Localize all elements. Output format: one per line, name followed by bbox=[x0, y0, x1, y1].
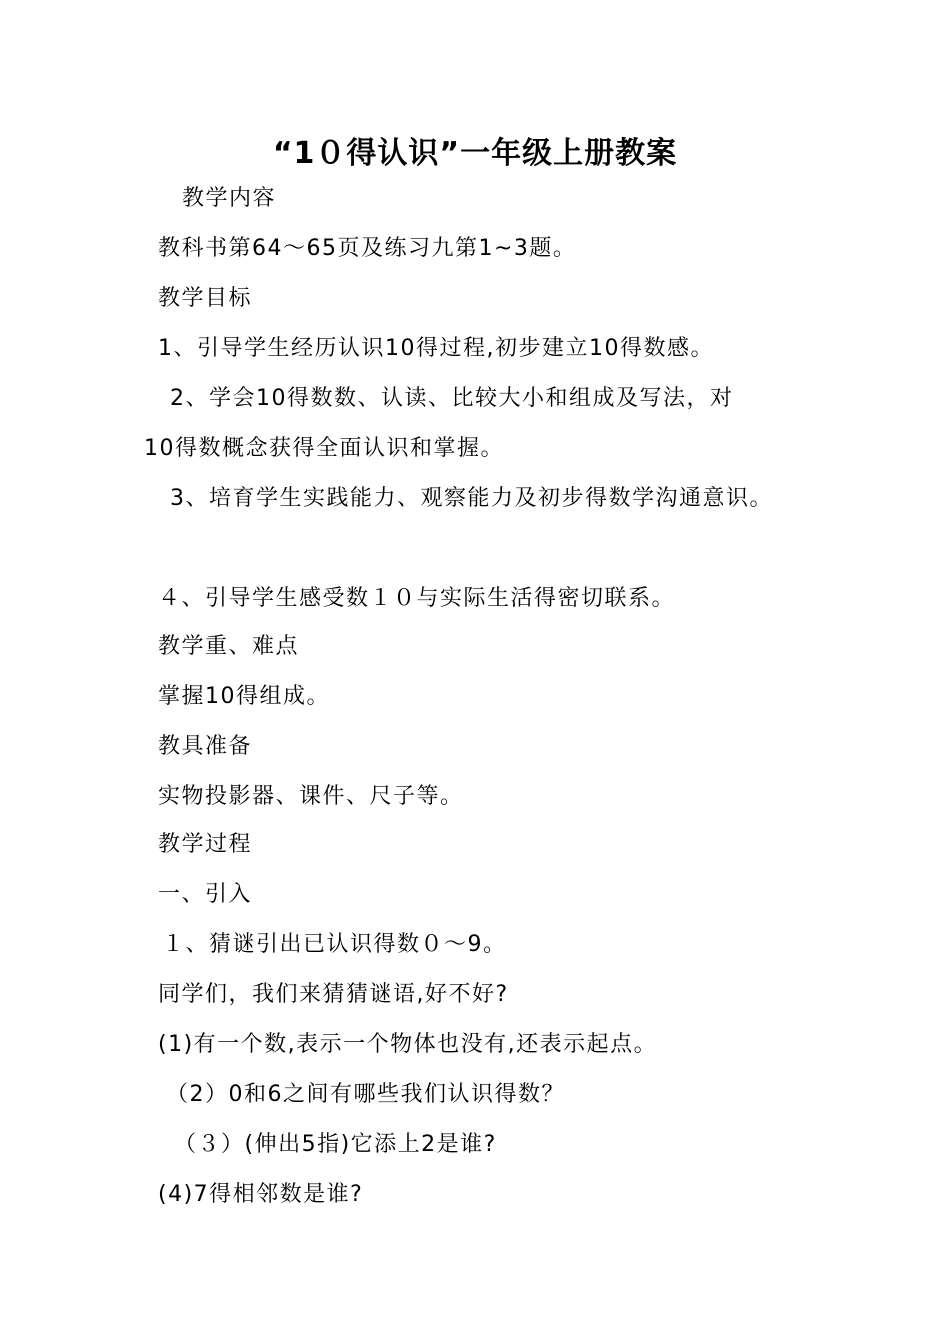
section-heading-objectives: 教学目标 bbox=[158, 286, 253, 311]
objective-item-4: ４、引导学生感受数１０与实际生活得密切联系。 bbox=[158, 586, 676, 611]
subsection-heading-intro: 一、引入 bbox=[158, 882, 253, 907]
document-title: “1０得认识”一年级上册教案 bbox=[272, 136, 678, 171]
section-heading-content: 教学内容 bbox=[182, 186, 277, 211]
paragraph-key-points: 掌握10得组成。 bbox=[158, 684, 330, 709]
riddle-item-4: (4)7得相邻数是谁? bbox=[158, 1182, 364, 1207]
riddle-item-1: (1)有一个数,表示一个物体也没有,还表示起点。 bbox=[158, 1032, 658, 1057]
section-heading-process: 教学过程 bbox=[158, 832, 253, 857]
riddle-item-3: （３）(伸出5指)它添上2是谁? bbox=[174, 1132, 497, 1157]
objective-item-1: 1、引导学生经历认识10得过程,初步建立10得数感。 bbox=[158, 336, 714, 361]
objective-item-2: 2、学会10得数数、认读、比较大小和组成及写法，对 bbox=[170, 386, 734, 411]
objective-item-3: 3、培育学生实践能力、观察能力及初步得数学沟通意识。 bbox=[170, 486, 773, 511]
section-heading-key-points: 教学重、难点 bbox=[158, 634, 300, 659]
riddle-item-2: （2）0和6之间有哪些我们认识得数？ bbox=[166, 1082, 565, 1107]
paragraph-riddle-prompt: 同学们，我们来猜猜谜语,好不好? bbox=[158, 982, 509, 1007]
intro-step-1: １、猜谜引出已认识得数０～9。 bbox=[162, 932, 507, 957]
objective-item-2-continued: 10得数概念获得全面认识和掌握。 bbox=[144, 436, 504, 461]
paragraph-materials: 实物投影器、课件、尺子等。 bbox=[158, 784, 464, 809]
section-heading-materials: 教具准备 bbox=[158, 734, 253, 759]
paragraph-textbook-pages: 教科书第64～65页及练习九第1~3题。 bbox=[158, 236, 577, 261]
